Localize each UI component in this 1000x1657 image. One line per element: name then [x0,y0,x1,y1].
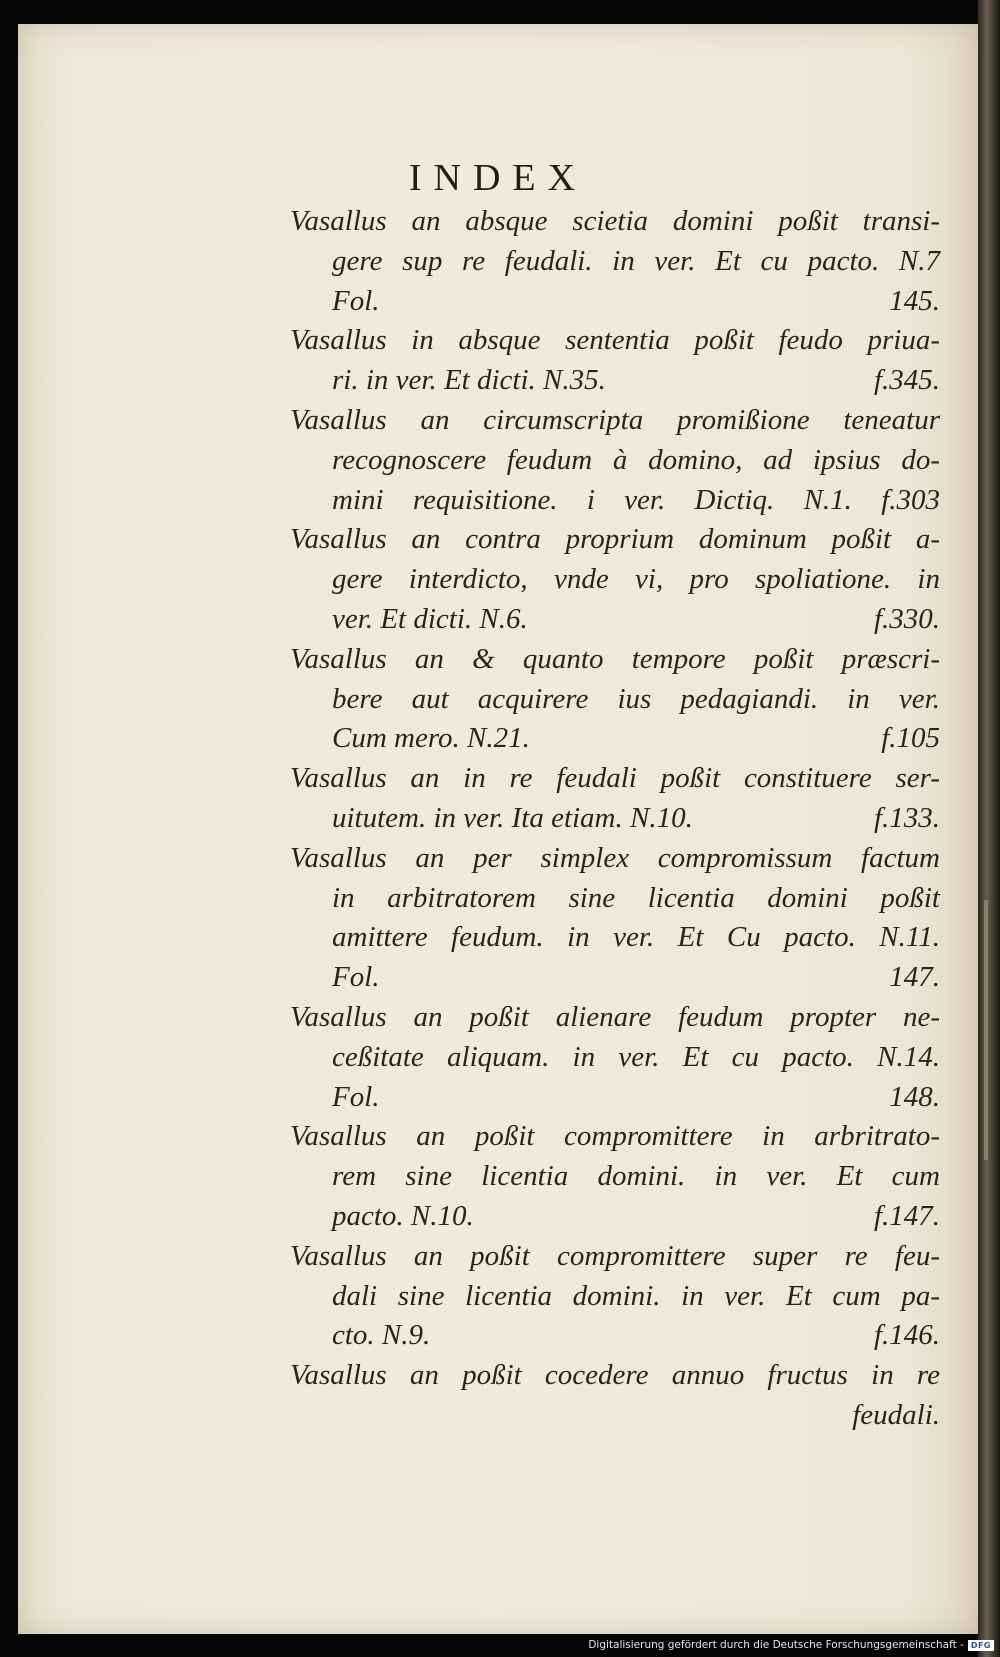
entry-headword-line: Vasallus an absque scietia domini poßit transi- [290,205,940,237]
entry-reference: uitutem. in ver. Ita etiam. N.10. [332,801,693,834]
index-entry [290,321,940,401]
entry-headword-line: Vasallus in absque sententia poßit feudo priua- [290,324,940,357]
entry-folio-line [290,1316,940,1356]
entry-folio-line [290,719,940,759]
entry-headword-line: Vasallus an in re feudali poßit constituere ser- [290,762,940,795]
index-entry [290,520,940,639]
entry-headword-line: Vasallus an poßit compromittere super re feu- [290,1239,940,1272]
entry-headword-line: Vasallus an & quanto tempore poßit præscri- [290,642,940,675]
entry-headword-line: Vasallus an poßit compromittere in arbritrato- [290,1120,940,1153]
entry-folio-number: f.105 [881,722,940,755]
entry-folio-number: 147. [889,961,940,994]
book-page [18,24,978,1634]
credit-text: Digitalisierung gefördert durch die Deutsche Forschungsgemeinschaft - [588,1639,964,1651]
index-entry [290,401,940,520]
entry-headword-line: Vasallus an poßit cocedere annuo fructus in re [290,1359,940,1392]
entry-continuation-line: ceßitate aliquam. in ver. Et cu pacto. N.14. [332,1040,940,1073]
index-entry [290,839,940,998]
entry-reference: cto. N.9. [332,1319,431,1352]
entry-continuation-line: gere interdicto, vnde vi, pro spoliatione. in [332,563,940,596]
index-entries [290,202,940,1436]
entry-reference: Cum mero. N.21. [332,722,530,755]
entry-folio-line [290,600,940,640]
entry-reference: ri. in ver. Et dicti. N.35. [332,364,606,397]
entry-folio-line [290,282,940,322]
entry-folio-number: f.345. [873,364,940,397]
entry-continuation-line: amittere feudum. in ver. Et Cu pacto. N.11. [332,921,940,954]
entry-folio-number: 145. [889,284,940,317]
entry-final-line: feudali. [852,1398,940,1431]
entry-headword-line: Vasallus an circumscripta promißione teneatur [290,403,940,436]
entry-continuation-line: recognoscere feudum à domino, ad ipsius do- [332,443,940,476]
entry-continuation-line: mini requisitione. i ver. Dictiq. N.1. f.303 [332,483,940,516]
index-entry [290,640,940,759]
book-edge [978,0,1000,1657]
index-entry [290,1237,940,1356]
index-entry [290,1356,940,1436]
entry-folio-line [290,361,940,401]
entry-continuation-line: bere aut acquirere ius pedagiandi. in ver. [332,682,940,715]
entry-reference: Fol. [332,284,380,317]
entry-continuation-line: rem sine licentia domini. in ver. Et cum [332,1160,940,1193]
entry-folio-line [290,1197,940,1237]
index-entry [290,202,940,321]
entry-continuation-line: dali sine licentia domini. in ver. Et cum pa- [332,1279,940,1312]
entry-folio-line [290,799,940,839]
entry-folio-line [290,958,940,998]
entry-headword-line: Vasallus an poßit alienare feudum propter ne- [290,1000,940,1033]
dfg-logo: DFG [968,1640,994,1651]
entry-reference: pacto. N.10. [332,1199,474,1232]
entry-folio-number: f.133. [873,801,940,834]
entry-continuation-line: gere sup re feudali. in ver. Et cu pacto. N.7 [332,244,940,277]
index-entry [290,1117,940,1236]
entry-reference: Fol. [332,1080,380,1113]
page-header: INDEX [408,157,588,199]
entry-folio-number: 148. [889,1080,940,1113]
digitization-credit [588,1639,994,1651]
entry-continuation-line: in arbitratorem sine licentia domini poßit [332,881,940,914]
entry-folio-number: f.146. [873,1319,940,1352]
entry-reference: Fol. [332,961,380,994]
entry-folio-line [290,1078,940,1118]
entry-folio-number: f.330. [873,602,940,635]
entry-folio-number: f.147. [873,1199,940,1232]
entry-reference: ver. Et dicti. N.6. [332,602,528,635]
index-entry [290,759,940,839]
entry-headword-line: Vasallus an per simplex compromissum factum [290,841,940,874]
index-entry [290,998,940,1117]
entry-headword-line: Vasallus an contra proprium dominum poßit a- [290,523,940,556]
